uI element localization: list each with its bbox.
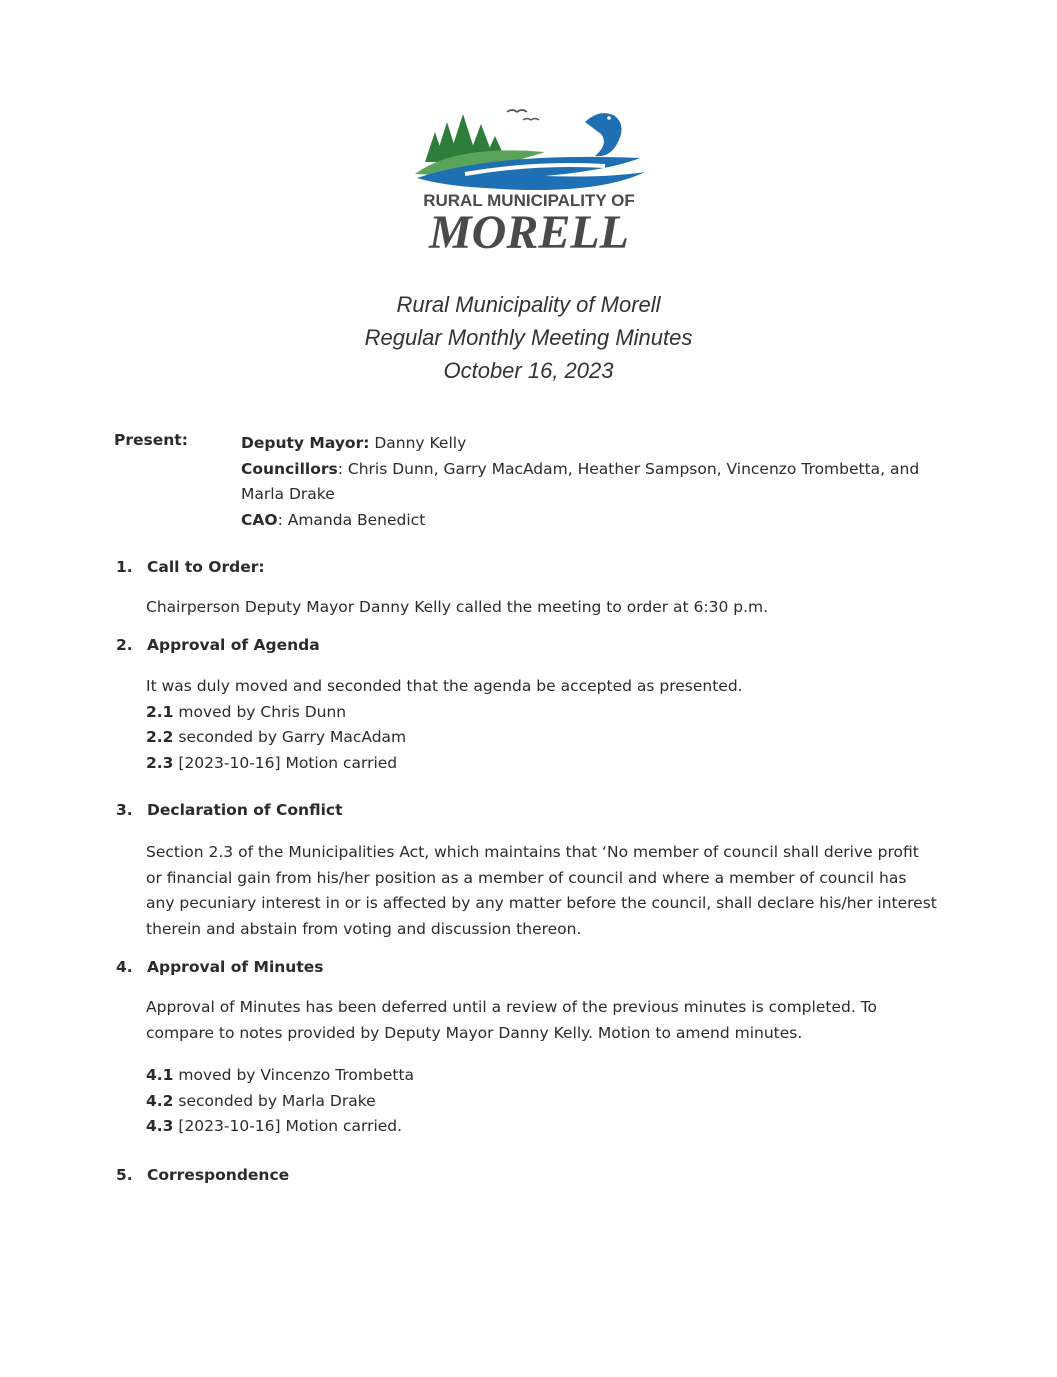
section-heading-2: 2. Approval of Agenda [116,636,320,654]
list-item: 2.2 seconded by Garry MacAdam [146,728,407,746]
section-heading-3: 3. Declaration of Conflict [116,801,343,819]
section-4-items [146,1063,956,1140]
morell-logo [395,100,665,260]
section-heading-5: 5. Correspondence [116,1166,290,1184]
list-item: 2.3 [2023-10-16] Motion carried [146,753,398,772]
title-line-2: Regular Monthly Meeting Minutes [364,325,693,350]
title-line-3: October 16, 2023 [443,358,614,383]
list-item: 2.1 moved by Chris Dunn [146,702,347,721]
bird-icon [523,119,539,121]
deputy-mayor-label: Deputy Mayor: [241,434,370,452]
cao-label: CAO [241,510,278,529]
bird-icon [507,110,527,112]
councillors-label: Councillors [241,459,338,478]
title-line-1: Rural Municipality of Morell [396,292,661,317]
document-title [0,288,1057,387]
section-2-body [146,674,956,776]
section-heading-1: 1. Call to Order: [116,558,265,576]
councillors-names: : Chris Dunn, Garry MacAdam, Heather Sampson, Vincenzo Trombetta, and [337,459,920,478]
councillors-names-cont: Marla Drake [241,485,335,503]
list-item: 4.3 [2023-10-16] Motion carried. [146,1117,403,1135]
list-item: 4.1 moved by Vincenzo Trombetta [146,1066,415,1084]
deputy-mayor-name: Danny Kelly [369,434,467,452]
section-2-text: It was duly moved and seconded that the agenda be accepted as presented. [146,677,743,695]
logo-line2: MORELL [428,206,630,259]
present-label: Present: [114,431,188,449]
cao-name: : Amanda Benedict [277,510,426,529]
logo-line1: RURAL MUNICIPALITY OF [423,191,635,210]
section-4-text: Approval of Minutes has been deferred until a review of the previous minutes is completed. To compare to notes provided by Deputy Mayor Danny Kelly. Motion to amend minutes. [146,998,877,1042]
section-heading-4: 4. Approval of Minutes [116,958,324,976]
section-1-text: Chairperson Deputy Mayor Danny Kelly called the meeting to order at 6:30 p.m. [146,598,769,616]
attendees [241,431,941,533]
fish-icon [585,113,622,156]
section-3-body: Section 2.3 of the Municipalities Act, which maintains that ‘No member of council shall derive profit or financial gain from his/her position as a member of council and where a member of council has any pecuniary interest in or is affected by any matter before the council, shall declare his/her interest therein and abstain from voting and discussion thereon. [146,843,937,938]
list-item: 4.2 seconded by Marla Drake [146,1091,376,1110]
